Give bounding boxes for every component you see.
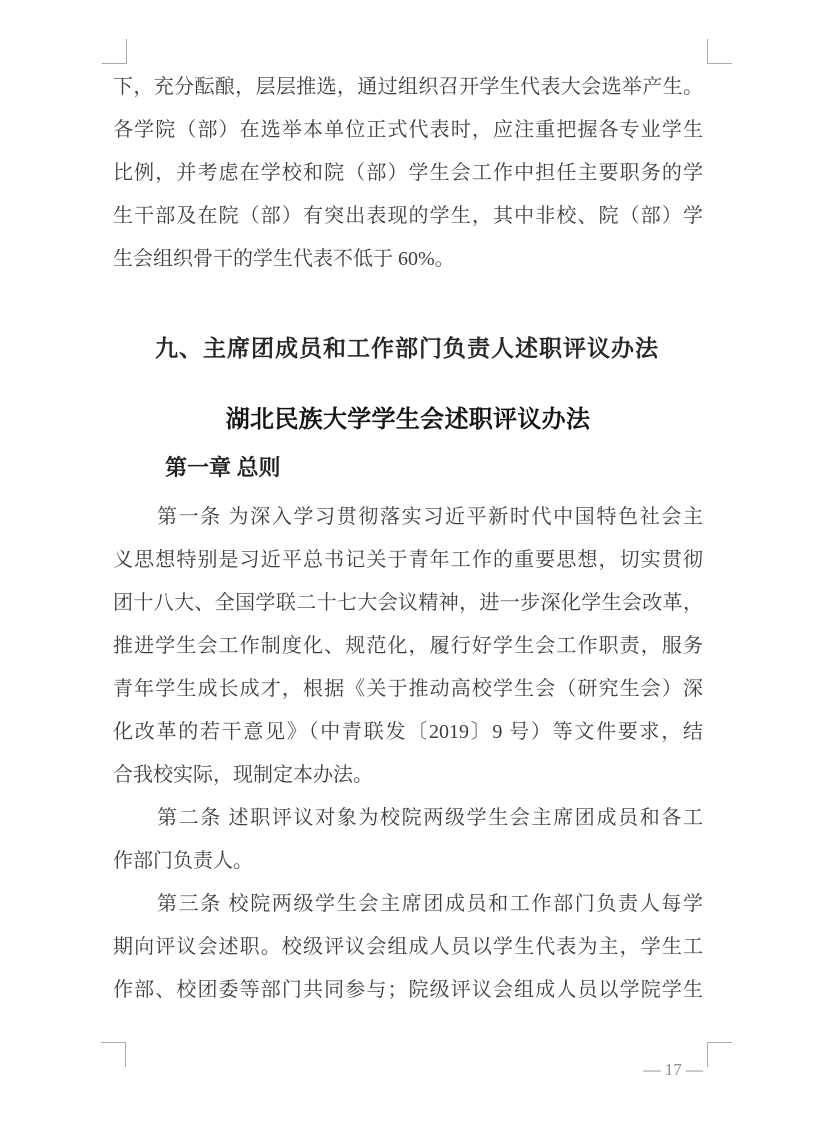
text-line: 第三条 校院两级学生会主席团成员和工作部门负责人每学 bbox=[157, 893, 703, 915]
text-boundary-mark-top-right bbox=[707, 39, 732, 64]
text-line: 推进学生会工作制度化、规范化，履行好学生会工作职责，服务 bbox=[113, 635, 703, 657]
text-line: 第一条 为深入学习贯彻落实习近平新时代中国特色社会主 bbox=[157, 506, 703, 528]
document-title: 湖北民族大学学生会述职评议办法 bbox=[225, 407, 591, 433]
continuation-paragraph bbox=[113, 66, 703, 281]
text-line: 期向评议会述职。校级评议会组成人员以学生代表为主，学生工 bbox=[113, 936, 703, 958]
text-line: 下，充分酝酿，层层推选，通过组织召开学生代表大会选举产生。 bbox=[113, 76, 703, 98]
chapter-heading: 第一章 总则 bbox=[165, 455, 281, 480]
section-heading: 九、主席团成员和工作部门负责人述职评议办法 bbox=[155, 335, 659, 361]
article-2-paragraph bbox=[113, 797, 703, 883]
page-text-block bbox=[113, 66, 703, 1012]
article-1-paragraph bbox=[113, 496, 703, 797]
text-line: 第二条 述职评议对象为校院两级学生会主席团成员和各工 bbox=[157, 807, 703, 829]
text-boundary-mark-bottom-right bbox=[707, 1042, 732, 1067]
text-line: 生干部及在院（部）有突出表现的学生，其中非校、院（部）学 bbox=[113, 205, 703, 227]
text-line: 作部、校团委等部门共同参与；院级评议会组成人员以学院学生 bbox=[113, 979, 703, 1001]
text-line: 作部门负责人。 bbox=[113, 850, 253, 872]
text-line: 化改革的若干意见》（中青联发〔2019〕9 号）等文件要求，结 bbox=[113, 721, 703, 743]
text-line: 比例，并考虑在学校和院（部）学生会工作中担任主要职务的学 bbox=[113, 162, 703, 184]
text-boundary-mark-top-left bbox=[102, 39, 127, 64]
text-line: 各学院（部）在选举本单位正式代表时，应注重把握各专业学生 bbox=[113, 119, 703, 141]
text-line: 团十八大、全国学联二十七大会议精神，进一步深化学生会改革， bbox=[113, 592, 703, 614]
page-number: — 17 — bbox=[643, 1060, 703, 1079]
text-line: 义思想特别是习近平总书记关于青年工作的重要思想，切实贯彻 bbox=[113, 549, 703, 571]
text-line: 合我校实际，现制定本办法。 bbox=[113, 764, 373, 786]
text-line: 青年学生成长成才，根据《关于推动高校学生会（研究生会）深 bbox=[113, 678, 703, 700]
article-3-paragraph bbox=[113, 883, 703, 1012]
text-line: 生会组织骨干的学生代表不低于 60%。 bbox=[113, 248, 455, 270]
